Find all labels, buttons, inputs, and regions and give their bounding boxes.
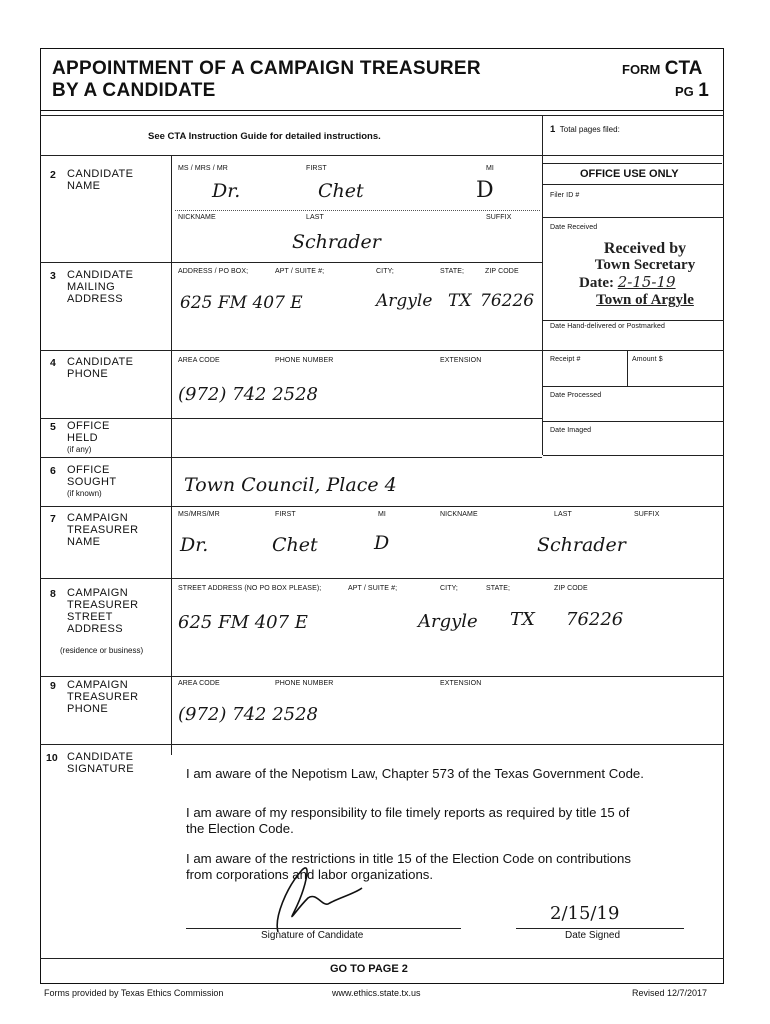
caption-state: STATE;	[440, 268, 465, 275]
section-3-number: 3	[50, 270, 56, 282]
section-9-label: CAMPAIGN TREASURER PHONE	[67, 679, 139, 715]
treasurer-zip-value[interactable]: 76226	[566, 609, 624, 630]
divider	[40, 744, 724, 745]
divider	[543, 386, 724, 387]
treasurer-address-value[interactable]: 625 FM 407 E	[178, 612, 308, 633]
candidate-first-value[interactable]: Chet	[318, 180, 364, 202]
divider	[627, 350, 628, 386]
candidate-address-value[interactable]: 625 FM 407 E	[180, 293, 303, 313]
form-code: FORM CTA	[622, 58, 703, 79]
treasurer-state-value[interactable]: TX	[510, 609, 535, 630]
section-7-number: 7	[50, 513, 56, 525]
filer-id-label: Filer ID #	[550, 192, 580, 199]
divider	[40, 676, 724, 677]
date-processed-label: Date Processed	[550, 392, 602, 399]
caption-city: CITY;	[440, 585, 458, 592]
go-to-page-2: GO TO PAGE 2	[330, 963, 408, 975]
section-7-label: CAMPAIGN TREASURER NAME	[67, 512, 139, 548]
treasurer-phone-value[interactable]: (972) 742 2528	[178, 704, 319, 725]
date-signed-value[interactable]: 2/15/19	[550, 903, 620, 924]
section-3-label: CANDIDATE MAILING ADDRESS	[67, 269, 134, 305]
caption-suffix: SUFFIX	[634, 511, 660, 518]
divider	[542, 115, 543, 155]
instructions-text: See CTA Instruction Guide for detailed instructions.	[148, 131, 381, 142]
section-4-label: CANDIDATE PHONE	[67, 356, 134, 380]
office-sought-value[interactable]: Town Council, Place 4	[184, 474, 397, 496]
page-number: PG 1	[675, 80, 709, 101]
divider	[40, 418, 542, 419]
caption-zip: ZIP CODE	[485, 268, 519, 275]
candidate-last-value[interactable]: Schrader	[292, 231, 381, 253]
caption-extension: EXTENSION	[440, 357, 482, 364]
divider	[40, 457, 542, 458]
section-8-note: (residence or business)	[60, 646, 144, 655]
section-5-label: OFFICE HELD	[67, 420, 110, 444]
section-8-number: 8	[50, 588, 56, 600]
date-line	[516, 928, 684, 929]
caption-suffix: SUFFIX	[486, 214, 512, 221]
caption-title: MS / MRS / MR	[178, 165, 228, 172]
office-use-title: OFFICE USE ONLY	[580, 168, 679, 180]
caption-apt: APT / SUITE #;	[348, 585, 398, 592]
treasurer-title-value[interactable]: Dr.	[180, 534, 209, 556]
section-5-number: 5	[50, 421, 56, 433]
section-6-note: (if known)	[67, 489, 102, 498]
section-9-number: 9	[50, 680, 56, 692]
divider	[40, 578, 724, 579]
label-column-divider	[171, 155, 172, 755]
footer-left: Forms provided by Texas Ethics Commission	[44, 988, 224, 998]
date-imaged-label: Date Imaged	[550, 427, 592, 434]
divider	[40, 350, 724, 351]
section-6-number: 6	[50, 465, 56, 477]
caption-phone: PHONE NUMBER	[275, 680, 334, 687]
dotted-separator	[175, 210, 540, 211]
caption-area-code: AREA CODE	[178, 680, 220, 687]
caption-phone: PHONE NUMBER	[275, 357, 334, 364]
section-10-label: CANDIDATE SIGNATURE	[67, 751, 134, 775]
divider	[543, 184, 724, 185]
caption-title: MS/MRS/MR	[178, 511, 220, 518]
divider	[40, 155, 724, 156]
caption-mi: MI	[378, 511, 386, 518]
caption-area-code: AREA CODE	[178, 357, 220, 364]
caption-apt: APT / SUITE #;	[275, 268, 325, 275]
caption-last: LAST	[306, 214, 324, 221]
section-8-label: CAMPAIGN TREASURER STREET ADDRESS	[67, 587, 139, 635]
caption-zip: ZIP CODE	[554, 585, 588, 592]
candidate-state-value[interactable]: TX	[448, 291, 472, 311]
date-signed-label: Date Signed	[565, 930, 621, 941]
divider	[543, 217, 724, 218]
divider	[543, 421, 724, 422]
candidate-phone-value[interactable]: (972) 742 2528	[178, 384, 319, 405]
header-divider	[40, 110, 724, 111]
caption-city: CITY;	[376, 268, 394, 275]
section-5-note: (if any)	[67, 445, 92, 454]
caption-nickname: NICKNAME	[440, 511, 478, 518]
caption-last: LAST	[554, 511, 572, 518]
treasurer-first-value[interactable]: Chet	[272, 534, 318, 556]
total-pages: 1 Total pages filed:	[550, 124, 620, 135]
candidate-title-value[interactable]: Dr.	[212, 180, 241, 202]
candidate-mi-value[interactable]: D	[476, 178, 494, 203]
caption-nickname: NICKNAME	[178, 214, 216, 221]
signature-label: Signature of Candidate	[261, 930, 364, 941]
caption-state: STATE;	[486, 585, 511, 592]
divider	[40, 506, 724, 507]
receipt-label: Receipt #	[550, 356, 581, 363]
signature-line	[186, 928, 461, 929]
amount-label: Amount $	[632, 356, 663, 363]
candidate-zip-value[interactable]: 76226	[480, 291, 535, 311]
caption-first: FIRST	[275, 511, 296, 518]
caption-mi: MI	[486, 165, 494, 172]
restrictions-statement: I am aware of the restrictions in title 15 of the Election Code on contributions from corporations and labor organizations.	[186, 851, 631, 882]
divider	[543, 455, 724, 456]
treasurer-mi-value[interactable]: D	[374, 532, 390, 554]
section-2-number: 2	[50, 169, 56, 181]
divider	[543, 320, 724, 321]
treasurer-city-value[interactable]: Argyle	[418, 611, 478, 632]
caption-address: ADDRESS / PO BOX;	[178, 268, 249, 275]
section-10-number: 10	[46, 752, 58, 764]
section-4-number: 4	[50, 357, 56, 369]
nepotism-statement: I am aware of the Nepotism Law, Chapter 573 of the Texas Government Code.	[186, 766, 644, 781]
candidate-signature	[250, 858, 370, 938]
footer-url[interactable]: www.ethics.state.tx.us	[332, 988, 421, 998]
caption-extension: EXTENSION	[440, 680, 482, 687]
date-received-label: Date Received	[550, 224, 598, 231]
divider	[40, 262, 542, 263]
section-6-label: OFFICE SOUGHT	[67, 464, 117, 488]
received-stamp: Received by Town Secretary Date: 2-15-19 Town of Argyle	[579, 240, 696, 308]
section-2-label: CANDIDATE NAME	[67, 168, 134, 192]
form-title-line2: BY A CANDIDATE	[52, 80, 216, 101]
caption-first: FIRST	[306, 165, 327, 172]
caption-street-address: STREET ADDRESS (NO PO BOX PLEASE);	[178, 585, 322, 592]
divider	[40, 958, 724, 959]
form-title-line1: APPOINTMENT OF A CAMPAIGN TREASURER	[52, 58, 481, 79]
candidate-city-value[interactable]: Argyle	[376, 291, 433, 311]
date-hand-delivered-label: Date Hand-delivered or Postmarked	[550, 323, 665, 330]
header-divider-2	[40, 115, 724, 116]
footer-revised: Revised 12/7/2017	[632, 988, 708, 998]
responsibility-statement: I am aware of my responsibility to file timely reports as required by title 15 of the Election Code.	[186, 805, 630, 836]
treasurer-last-value[interactable]: Schrader	[537, 534, 626, 556]
